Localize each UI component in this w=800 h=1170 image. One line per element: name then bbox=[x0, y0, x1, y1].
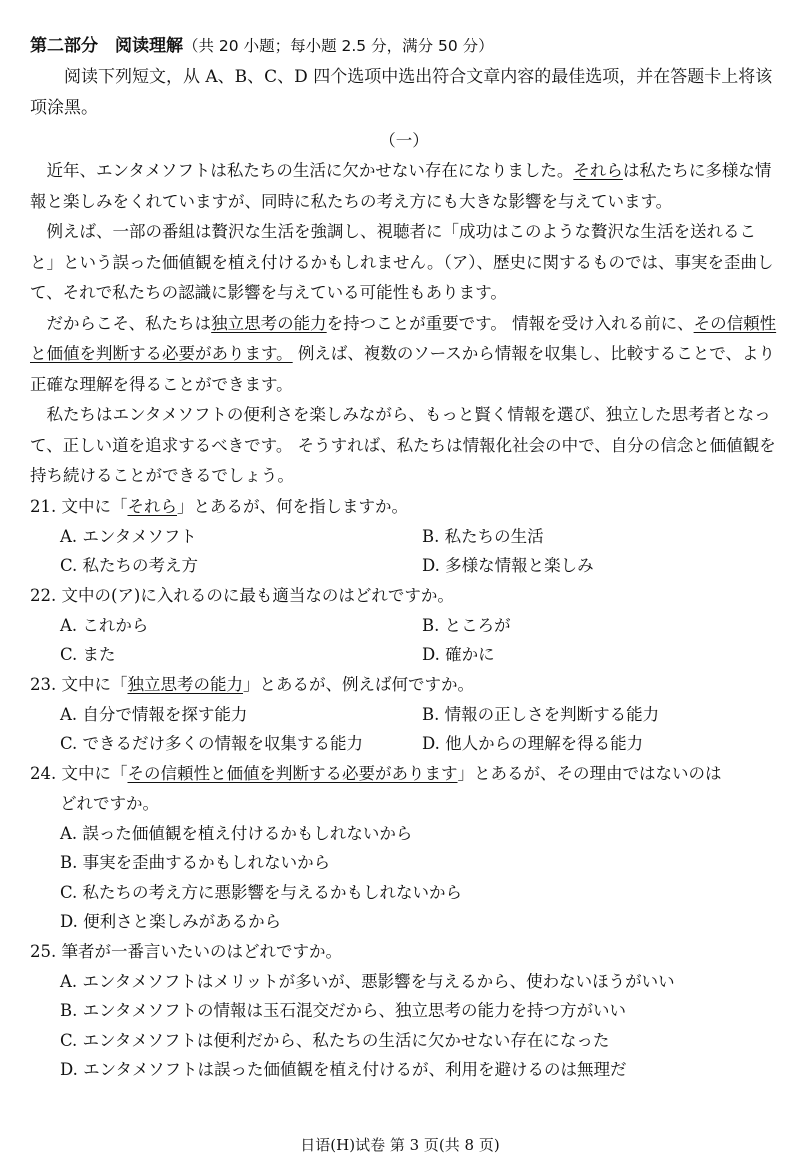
q21-option-d: D. 多様な情報と楽しみ bbox=[422, 556, 594, 575]
q24-continuation: どれですか。 bbox=[60, 793, 159, 813]
q25-option-b: B. エンタメソフトの情報は玉石混交だから、独立思考の能力を持つ方がいい bbox=[60, 1001, 626, 1020]
q25-option-d: D. エンタメソフトは誤った価値観を植え付けるが、利用を避けるのは無理だ bbox=[60, 1060, 627, 1079]
q23-underlined: 独立思考の能力 bbox=[127, 674, 243, 694]
q23-suffix: 」とあるが、例えば何ですか。 bbox=[243, 674, 474, 694]
q21-option-a: A. エンタメソフト bbox=[60, 526, 197, 546]
q25-options bbox=[30, 967, 778, 1085]
q25-option-a: A. エンタメソフトはメリットが多いが、悪影響を与えるから、使わないほうがいい bbox=[60, 971, 675, 991]
section-detail: （共 20 小题；每小题 2.5 分，满分 50 分） bbox=[183, 37, 494, 55]
page-footer: 日语(H)试卷 第 3 页(共 8 页) bbox=[300, 1136, 500, 1154]
passage-paragraph-3 bbox=[30, 309, 778, 401]
q22-option-c: C. また bbox=[60, 645, 116, 664]
q23-option-c: C. できるだけ多くの情報を収集する能力 bbox=[60, 734, 364, 753]
q24-suffix: 」とあるが、その理由ではないのは bbox=[457, 763, 722, 783]
question-25: 25. 筆者が一番言いたいのはどれですか。 bbox=[30, 941, 342, 961]
q22-options bbox=[30, 611, 778, 670]
q21-prefix: 21. 文中に「 bbox=[30, 496, 128, 516]
passage-number: （一） bbox=[379, 131, 429, 150]
p3-text-b: を持つことが重要です。 情報を受け入れる前に、 bbox=[326, 313, 694, 333]
q21-underlined: それら bbox=[127, 496, 177, 516]
q25-option-c: C. エンタメソフトは便利だから、私たちの生活に欠かせない存在になった bbox=[60, 1030, 610, 1050]
section-heading: 第二部分 阅读理解 bbox=[30, 36, 183, 56]
p3-text-c: 例えば、複数のソースから情報を収集し、比較することで、より正確な理解を得ることができます。 bbox=[30, 344, 775, 394]
q24-option-a: A. 誤った価値観を植え付けるかもしれないから bbox=[60, 823, 413, 843]
question-21 bbox=[30, 492, 778, 522]
q24-prefix: 24. 文中に「 bbox=[30, 763, 128, 783]
q23-options bbox=[30, 700, 778, 759]
instructions: 阅读下列短文，从 A、B、C、D 四个选项中选出符合文章内容的最佳选项，并在答题卡上将该项涂黑。 bbox=[30, 67, 773, 118]
q21-option-c: C. 私たちの考え方 bbox=[60, 556, 199, 575]
underlined-independent-thinking: 独立思考の能力 bbox=[211, 313, 327, 333]
q24-option-d: D. 便利さと楽しみがあるから bbox=[60, 912, 282, 931]
section-title bbox=[30, 34, 778, 58]
underlined-judge-reliability: その信頼性と価値を判断する必要があります。 bbox=[30, 313, 777, 363]
p1-text-a: 近年、エンタメソフトは私たちの生活に欠かせない存在になりました。 bbox=[46, 161, 574, 180]
p3-text-a: だからこそ、私たちは bbox=[46, 313, 212, 333]
q22-option-a: A. これから bbox=[60, 615, 149, 635]
q21-options bbox=[30, 522, 778, 581]
question-22: 22. 文中の(ア)に入れるのに最も適当なのはどれですか。 bbox=[30, 585, 454, 605]
q23-option-b: B. 情報の正しさを判断する能力 bbox=[422, 704, 660, 724]
q24-underlined: その信頼性と価値を判断する必要があります bbox=[127, 763, 458, 783]
question-24 bbox=[30, 759, 778, 789]
underlined-sorera: それら bbox=[573, 161, 623, 180]
question-23 bbox=[30, 670, 778, 700]
q21-option-b: B. 私たちの生活 bbox=[422, 526, 544, 546]
q23-prefix: 23. 文中に「 bbox=[30, 674, 128, 694]
q22-option-d: D. 確かに bbox=[422, 645, 495, 664]
passage-paragraph-1 bbox=[30, 156, 778, 217]
q24-options bbox=[30, 819, 778, 937]
q24-option-c: C. 私たちの考え方に悪影響を与えるかもしれないから bbox=[60, 882, 463, 902]
p1-text-b: は私たちに多様な情報と楽しみをくれていますが、同時に私たちの考え方にも大きな影響を与えています。 bbox=[30, 161, 772, 211]
q23-option-a: A. 自分で情報を探す能力 bbox=[60, 704, 248, 724]
q21-suffix: 」とあるが、何を指しますか。 bbox=[177, 496, 408, 516]
q22-option-b: B. ところが bbox=[422, 615, 511, 635]
passage-paragraph-4: 私たちはエンタメソフトの便利さを楽しみながら、もっと賢く情報を選び、独立した思考者となって、正しい道を追求するべきです。 そうすれば、私たちは情報化社会の中で、自分の信念と価値観を持ち続けることができるでしょう。 bbox=[30, 405, 776, 485]
passage-paragraph-2: 例えば、一部の番組は贅沢な生活を強調し、視聴者に「成功はこのような贅沢な生活を送れること」という誤った価値観を植え付けるかもしれません。（ア）、歴史に関するものでは、事実を歪曲して、それで私たちの認識に影響を与えている可能性もあります。 bbox=[30, 222, 774, 302]
q23-option-d: D. 他人からの理解を得る能力 bbox=[422, 734, 644, 753]
q24-option-b: B. 事実を歪曲するかもしれないから bbox=[60, 853, 331, 872]
